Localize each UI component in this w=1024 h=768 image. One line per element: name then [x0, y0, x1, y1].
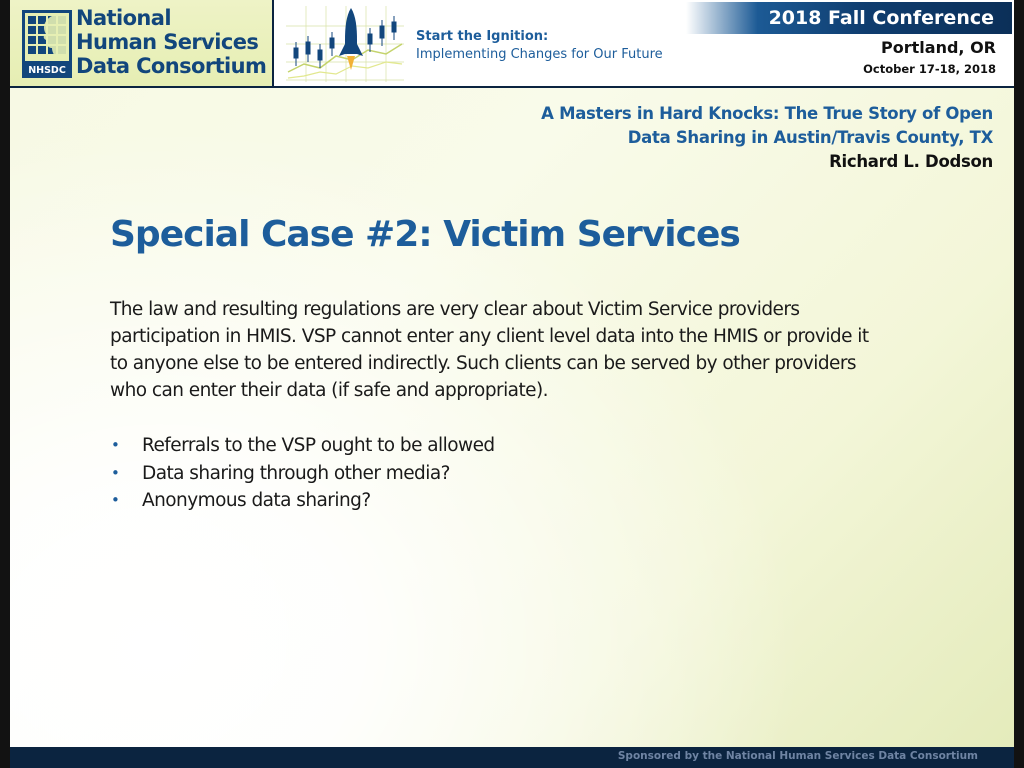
- rocket-chart-illustration: [286, 6, 404, 82]
- conference-dates: October 17-18, 2018: [863, 62, 996, 76]
- bullet-text: Anonymous data sharing?: [142, 490, 371, 511]
- logo-line-2: Human Services: [76, 30, 259, 54]
- slide-heading: Special Case #2: Victim Services: [110, 214, 740, 255]
- talk-title-line-1: A Masters in Hard Knocks: The True Story of Open: [541, 104, 993, 123]
- nhsdc-logo: [10, 0, 274, 86]
- talk-title-line-2: Data Sharing in Austin/Travis County, TX: [627, 128, 993, 147]
- logo-mark-text: NHSDC: [28, 65, 66, 76]
- bullet-item: [110, 487, 495, 515]
- slide-paragraph: The law and resulting regulations are very clear about Victim Service providers participation in HMIS. VSP cannot enter any client level data into the HMIS or provide it to anyone else to be entered indirectly. Such clients can be served by other providers who can enter their data (if safe and appropriate).: [110, 299, 869, 401]
- conference-tagline: [416, 28, 663, 64]
- conference-banner: [686, 2, 1012, 34]
- logo-wordmark: [76, 6, 272, 78]
- tagline-line-1: Start the Ignition:: [416, 29, 549, 44]
- talk-author: Richard L. Dodson: [829, 152, 993, 171]
- logo-line-3: Data Consortium: [76, 54, 267, 78]
- bullet-item: [110, 460, 495, 488]
- header-band: [10, 0, 1014, 88]
- slide-content: [10, 88, 1014, 747]
- nhsdc-logo-mark: [22, 10, 72, 78]
- slide: [10, 0, 1014, 768]
- bullet-list: [110, 432, 495, 515]
- logo-line-1: National: [76, 6, 171, 30]
- bullet-item: [110, 432, 495, 460]
- bullet-icon: •: [111, 436, 120, 454]
- footer-sponsor-text: Sponsored by the National Human Services Data Consortium: [617, 750, 978, 762]
- conference-location: Portland, OR: [881, 38, 996, 57]
- talk-title: [541, 102, 993, 174]
- footer-band: [10, 747, 1014, 768]
- bullet-text: Data sharing through other media?: [142, 462, 450, 484]
- bullet-icon: •: [111, 463, 120, 482]
- tagline-line-2: Implementing Changes for Our Future: [416, 47, 663, 62]
- bullet-icon: •: [111, 491, 120, 509]
- rocket-icon: [339, 8, 363, 70]
- bullet-text: Referrals to the VSP ought to be allowed: [142, 435, 495, 456]
- conference-title: 2018 Fall Conference: [768, 7, 994, 29]
